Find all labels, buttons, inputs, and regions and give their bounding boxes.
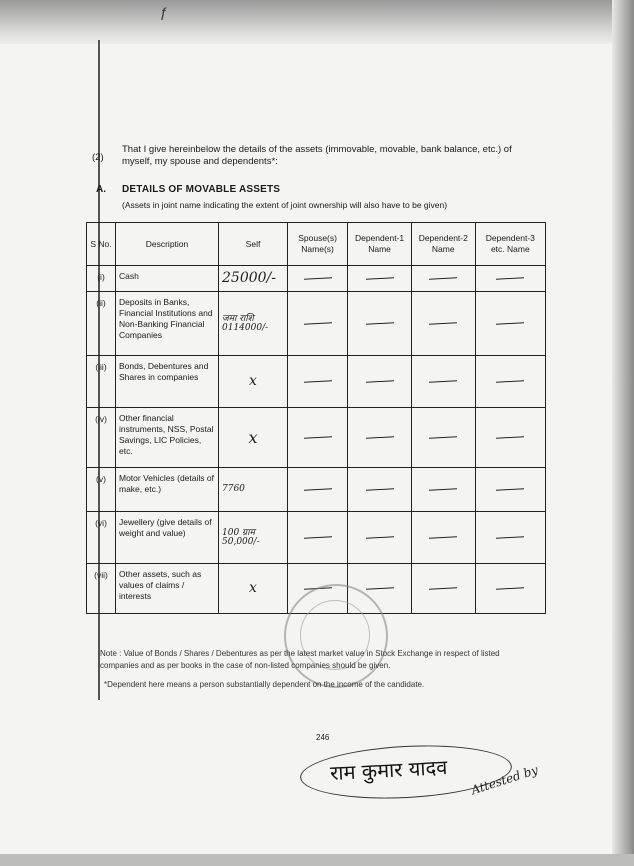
scan-right-shadow [612, 0, 634, 866]
empty-dash [366, 277, 394, 279]
section-letter: A. [96, 184, 106, 195]
row-dependent1-cell [348, 408, 412, 468]
row-self-value: x [219, 356, 288, 408]
row-description: Cash [116, 266, 219, 292]
row-spouse-cell [288, 468, 348, 512]
row-description: Bonds, Debentures and Shares in companies [116, 356, 219, 408]
empty-dash [429, 380, 457, 382]
row-dependent3-cell [475, 512, 545, 564]
empty-dash [496, 277, 524, 279]
empty-dash [496, 536, 524, 538]
row-dependent1-cell [348, 468, 412, 512]
col-header-spouse: Spouse(s) Name(s) [288, 223, 348, 266]
row-dependent2-cell [411, 512, 475, 564]
row-spouse-cell [288, 408, 348, 468]
empty-dash [429, 587, 457, 589]
empty-dash [496, 587, 524, 589]
col-header-description: Description [116, 223, 219, 266]
row-dependent3-cell [475, 356, 545, 408]
row-spouse-cell [288, 356, 348, 408]
empty-dash [366, 322, 394, 324]
candidate-signature: राम कुमार यादव [329, 754, 448, 786]
row-dependent1-cell [348, 292, 412, 356]
row-sno: (vii) [87, 564, 116, 614]
empty-dash [366, 436, 394, 438]
empty-dash [304, 488, 332, 490]
empty-dash [429, 277, 457, 279]
row-sno: (iv) [87, 408, 116, 468]
footnote-dependent: *Dependent here means a person substantially dependent on the income of the candidate. [104, 680, 425, 689]
col-header-self: Self [219, 223, 288, 266]
empty-dash [496, 322, 524, 324]
row-dependent2-cell [411, 468, 475, 512]
row-sno: (iii) [87, 356, 116, 408]
row-dependent1-cell [348, 512, 412, 564]
row-sno: (vi) [87, 512, 116, 564]
attestation-note: Attested by [469, 762, 540, 798]
empty-dash [429, 536, 457, 538]
table-row [87, 292, 546, 356]
page-number: 246 [316, 733, 330, 742]
row-spouse-cell [288, 292, 348, 356]
item-number: (2) [92, 152, 104, 163]
row-sno: (i) [87, 266, 116, 292]
col-header-dependent2: Dependent-2 Name [411, 223, 475, 266]
row-self-value: जमा राशि 0114000/- [219, 292, 288, 356]
empty-dash [496, 488, 524, 490]
row-sno: (v) [87, 468, 116, 512]
row-dependent1-cell [348, 356, 412, 408]
empty-dash [366, 536, 394, 538]
empty-dash [304, 277, 332, 279]
section-note: (Assets in joint name indicating the extent of joint ownership will also have to be given) [122, 200, 448, 210]
col-header-sno: S No. [87, 223, 116, 266]
empty-dash [304, 380, 332, 382]
empty-dash [366, 587, 394, 589]
table-row [87, 408, 546, 468]
row-dependent2-cell [411, 564, 475, 614]
empty-dash [496, 436, 524, 438]
table-row [87, 266, 546, 292]
row-self-value: x [219, 564, 288, 614]
row-dependent2-cell [411, 356, 475, 408]
row-spouse-cell [288, 266, 348, 292]
table-row [87, 468, 546, 512]
table-row [87, 512, 546, 564]
row-description: Other financial instruments, NSS, Postal Savings, LIC Policies, etc. [116, 408, 219, 468]
row-dependent3-cell [475, 468, 545, 512]
row-self-value: 100 ग्राम 50,000/- [219, 512, 288, 564]
empty-dash [366, 488, 394, 490]
row-sno: (ii) [87, 292, 116, 356]
empty-dash [496, 380, 524, 382]
section-title: DETAILS OF MOVABLE ASSETS [122, 184, 281, 195]
row-dependent1-cell [348, 266, 412, 292]
row-dependent3-cell [475, 292, 545, 356]
col-header-dependent1: Dependent-1 Name [348, 223, 412, 266]
empty-dash [366, 380, 394, 382]
ink-mark: ƒ [160, 4, 168, 20]
empty-dash [304, 536, 332, 538]
row-dependent2-cell [411, 266, 475, 292]
col-header-dependent3: Dependent-3 etc. Name [475, 223, 545, 266]
row-dependent2-cell [411, 408, 475, 468]
scan-top-shadow [0, 0, 634, 44]
empty-dash [304, 322, 332, 324]
row-dependent3-cell [475, 266, 545, 292]
empty-dash [304, 436, 332, 438]
row-description: Jewellery (give details of weight and value) [116, 512, 219, 564]
scan-bottom-shadow [0, 854, 634, 866]
empty-dash [429, 488, 457, 490]
row-description: Other assets, such as values of claims / interests [116, 564, 219, 614]
table-row [87, 356, 546, 408]
row-dependent3-cell [475, 408, 545, 468]
movable-assets-table [86, 222, 546, 614]
footnote-valuation: Note : Value of Bonds / Shares / Debentures as per the latest market value in Stock Exchange in respect of listed companies and as per books in the case of non-listed companies should be given. [100, 649, 500, 670]
intro-paragraph: That I give hereinbelow the details of the assets (immovable, movable, bank balance, etc.) of myself, my spouse and dependents*: [122, 144, 512, 167]
row-description: Deposits in Banks, Financial Institutions and Non-Banking Financial Companies [116, 292, 219, 356]
row-dependent3-cell [475, 564, 545, 614]
row-self-value: x [219, 408, 288, 468]
row-description: Motor Vehicles (details of make, etc.) [116, 468, 219, 512]
row-self-value: 25000/- [219, 266, 288, 292]
row-spouse-cell [288, 512, 348, 564]
table-header-row [87, 223, 546, 266]
empty-dash [429, 322, 457, 324]
row-self-value: 7760 [219, 468, 288, 512]
empty-dash [429, 436, 457, 438]
row-dependent2-cell [411, 292, 475, 356]
